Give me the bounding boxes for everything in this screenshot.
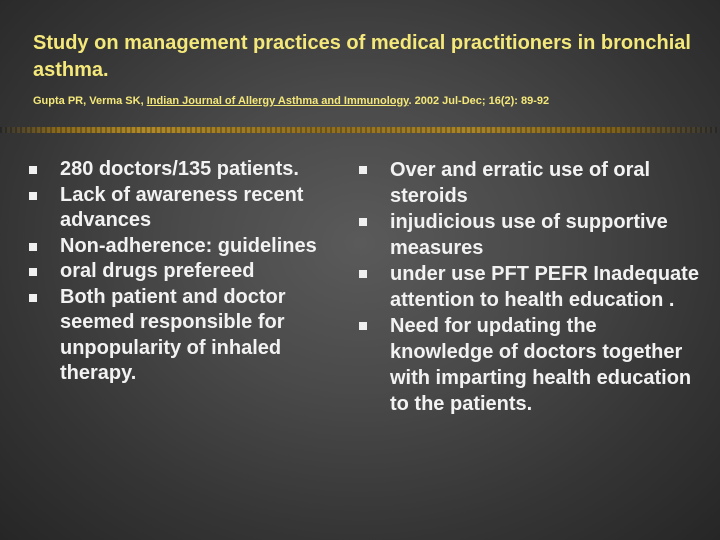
decorative-divider (0, 127, 720, 133)
square-bullet-icon (29, 192, 37, 200)
square-bullet-icon (29, 268, 37, 276)
right-bullet-list (359, 157, 699, 417)
slide-title: Study on management practices of medical practitioners in bronchial asthma. (33, 32, 691, 81)
left-bullet-text: Non-adherence: guidelines (60, 234, 317, 257)
left-bullet-item (29, 157, 344, 183)
left-bullet-item (29, 259, 344, 285)
right-bullet-item (359, 209, 699, 261)
square-bullet-icon (29, 166, 37, 174)
right-bullet-text: Need for updating the knowledge of doctors together with imparting health education to the patients. (390, 315, 692, 415)
left-bullet-text: 280 doctors/135 patients. (60, 158, 299, 180)
left-bullet-item (29, 183, 344, 234)
left-bullet-text: Lack of awareness recent advances (60, 183, 304, 231)
right-bullet-text: under use PFT PEFR Inadequate attention to health education . (390, 263, 699, 311)
left-bullet-item (29, 285, 344, 387)
left-bullet-item (29, 234, 344, 260)
square-bullet-icon (359, 218, 367, 226)
right-bullet-item (359, 261, 699, 313)
right-bullet-text: Over and erratic use of oral steroids (390, 159, 651, 207)
left-bullet-text: Both patient and doctor seemed responsible for unpopularity of inhaled therapy. (60, 285, 286, 384)
square-bullet-icon (359, 166, 367, 174)
left-bullet-list (29, 157, 344, 387)
square-bullet-icon (29, 243, 37, 251)
citation-journal-link[interactable]: Indian Journal of Allergy Asthma and Immunology (146, 95, 409, 107)
left-bullet-text: oral drugs prefereed (60, 260, 255, 282)
right-bullet-item (359, 313, 699, 417)
square-bullet-icon (359, 322, 367, 330)
square-bullet-icon (359, 270, 367, 278)
right-bullet-item (359, 157, 699, 209)
citation-details: . 2002 Jul-Dec; 16(2): 89-92 (408, 95, 550, 107)
square-bullet-icon (29, 294, 37, 302)
citation (33, 95, 703, 107)
citation-authors: Gupta PR, Verma SK, (33, 95, 147, 107)
right-bullet-text: injudicious use of supportive measures (390, 211, 668, 259)
